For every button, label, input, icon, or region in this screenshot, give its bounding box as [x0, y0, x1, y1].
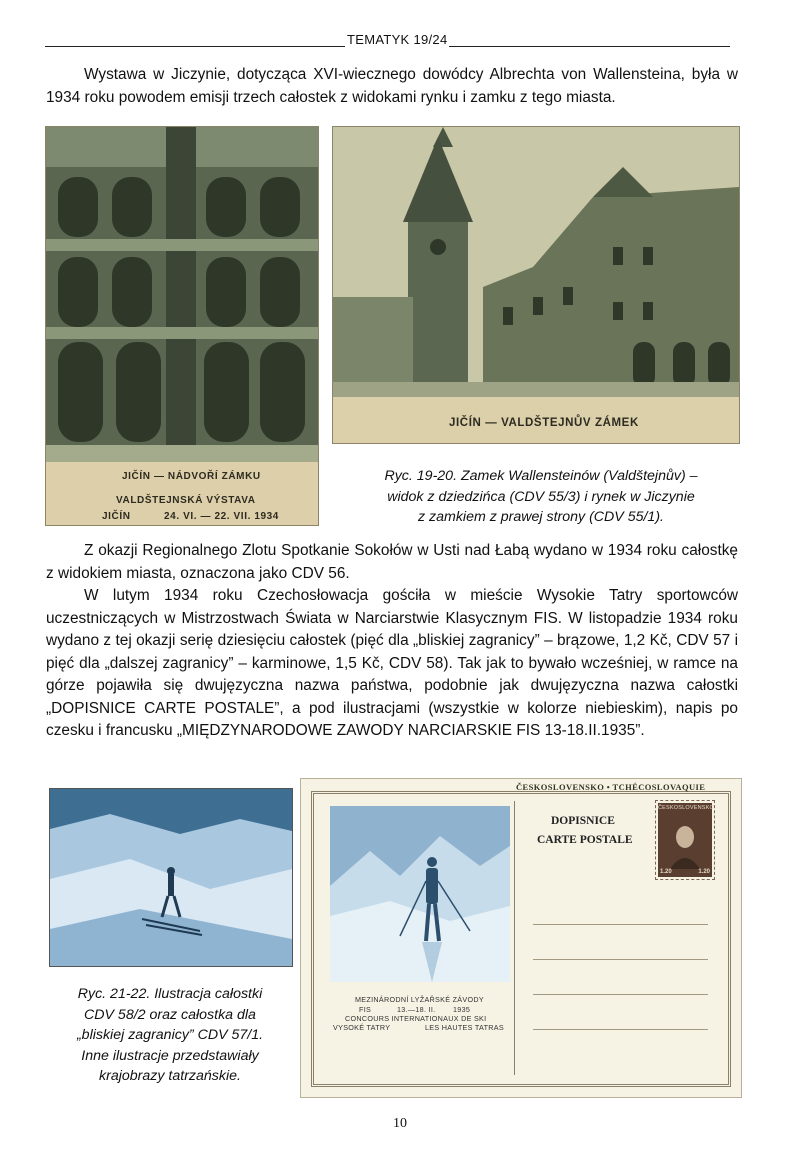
courtyard-label-3b: 24. VI. — 22. VII. 1934	[164, 511, 279, 522]
courtyard-illustration	[46, 127, 318, 462]
courtyard-label-3a: JIČÍN	[102, 511, 131, 522]
caption-line: CDV 58/2 oraz całostka dla	[84, 1006, 256, 1023]
postcard-divider	[514, 801, 515, 1075]
courtyard-photo	[45, 126, 319, 526]
caption-line: Ryc. 19-20. Zamek Wallensteinów (Valdštejnův) –	[384, 468, 698, 484]
page-header	[45, 30, 730, 48]
paragraph-1: Wystawa w Jiczynie, dotycząca XVI-wiecznego dowódcy Albrechta von Wallensteina, była w 1934 roku powodem emisji trzech całostek z widokami rynku i zamku z tego miasta.	[46, 66, 738, 106]
stamp-value-right: 1.20	[698, 869, 710, 875]
caption-line: Ryc. 21-22. Ilustracja całostki	[77, 986, 263, 1002]
postcard-text-2b: 13.—18. II.	[397, 1005, 436, 1014]
postcard-title-carte-postale: CARTE POSTALE	[537, 834, 633, 846]
caption-21-22	[49, 984, 291, 1087]
address-line	[533, 994, 708, 995]
stamp-country: ČESKOSLOVENSKO	[658, 805, 714, 811]
address-line	[533, 959, 708, 960]
caption-line: krajobrazy tatrzańskie.	[99, 1068, 241, 1084]
postcard-text-3: CONCOURS INTERNATIONAUX DE SKI	[345, 1014, 487, 1023]
header-title: TEMATYK 19/24	[347, 32, 448, 47]
caption-19-20	[346, 466, 736, 528]
stamp-portrait-icon	[658, 803, 712, 877]
caption-line: Inne ilustracje przedstawiały	[81, 1047, 259, 1064]
skier-mountain-illustration	[330, 806, 510, 982]
skier-illustration	[50, 789, 292, 966]
square-label: JIČÍN — VALDŠTEJNŮV ZÁMEK	[449, 417, 639, 429]
skier-photo	[49, 788, 293, 967]
courtyard-label-2: VALDŠTEJNSKÁ VÝSTAVA	[116, 495, 256, 506]
postcard-cdv-57	[300, 778, 742, 1098]
caption-line: z zamkiem z prawej strony (CDV 55/1).	[418, 509, 664, 525]
postcard-country-header: ČESKOSLOVENSKO • TCHÉCOSLOVAQUIE	[516, 782, 706, 792]
page-number: 10	[393, 1116, 407, 1131]
caption-line: widok z dziedzińca (CDV 55/3) i rynek w Jiczynie	[387, 488, 695, 505]
postcard-text-2a: FIS	[359, 1005, 372, 1014]
postcard-title-dopisnice: DOPISNICE	[551, 815, 615, 827]
caption-line: „bliskiej zagranicy” CDV 57/1.	[76, 1027, 264, 1043]
paragraph-3: W lutym 1934 roku Czechosłowacja gościła w mieście Wysokie Tatry sportowców uczestniczących w Mistrzostwach Świata w Narciarstwie Klasycznym FIS. W listopadzie 1934 roku wydano z tej okazji serię dziesięciu całostek (pięć dla „bliskiej zagranicy” – brązowe, 1,2 Kč, CDV 57 i pięć dla „dalszej zagranicy” – karminowe, 1,5 Kč, CDV 58). Tak jak to bywało wcześniej, w ramce na górze pojawiła się dwujęzyczna nazwa państwa, podobnie jak dwujęzyczna nazwa całostki „DOPISNICE CARTE POSTALE”, a pod ilustracjami (wszystkie w kolorze niebieskim), napis po czesku i francusku „MIĘDZYNARODOWE ZAWODY NARCIARSKIE FIS 13-18.II.1935”.	[46, 587, 738, 739]
postcard-text-2c: 1935	[453, 1005, 471, 1014]
square-photo	[332, 126, 740, 444]
address-line	[533, 1029, 708, 1030]
postcard-text-4a: VYSOKÉ TATRY	[333, 1023, 391, 1032]
postcard-text-4b: LES HAUTES TATRAS	[425, 1023, 504, 1032]
paragraph-2: Z okazji Regionalnego Zlotu Spotkanie Sokołów w Usti nad Łabą wydano w 1934 roku całostkę z widokiem miasta, oznaczona jako CDV 56.	[46, 542, 738, 582]
postcard-text-1: MEZINÁRODNÍ LYŽAŘSKÉ ZÁVODY	[355, 995, 484, 1004]
courtyard-label-1: JIČÍN — NÁDVOŘÍ ZÁMKU	[122, 471, 261, 482]
square-illustration	[333, 127, 739, 397]
postcard-illustration	[330, 806, 510, 982]
address-line	[533, 924, 708, 925]
stamp-value-left: 1.20	[660, 869, 672, 875]
postage-stamp	[656, 801, 714, 879]
